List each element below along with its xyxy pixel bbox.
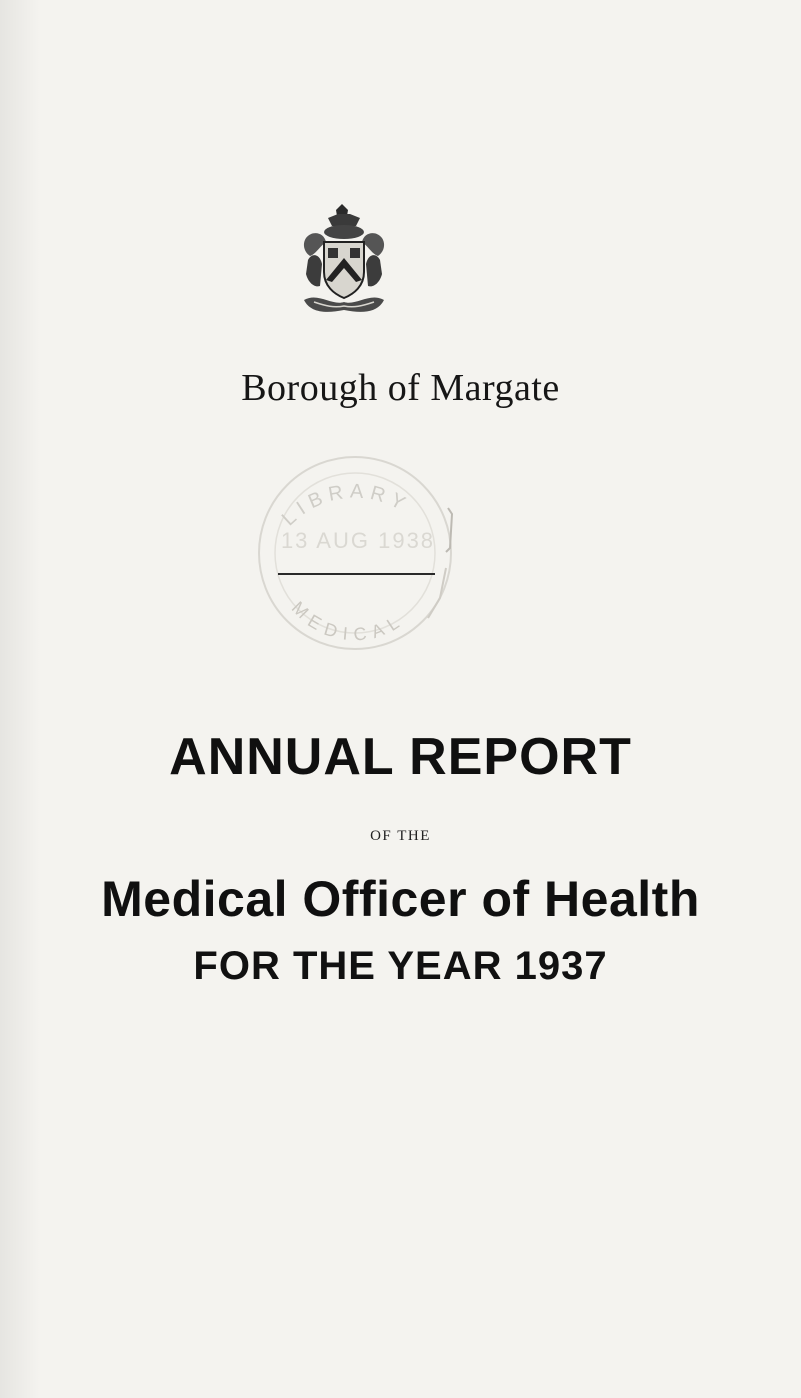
report-subject: Medical Officer of Health bbox=[101, 871, 700, 927]
coat-of-arms-icon bbox=[298, 202, 390, 320]
svg-text:LIBRARY bbox=[278, 480, 414, 530]
report-period: FOR THE YEAR 1937 bbox=[193, 944, 608, 988]
borough-title: Borough of Margate bbox=[241, 367, 560, 409]
library-stamp-icon bbox=[240, 448, 470, 658]
svg-text:MEDICAL bbox=[288, 598, 409, 645]
stamp-top-text: LIBRARY bbox=[277, 480, 414, 531]
report-connector: OF THE bbox=[370, 828, 431, 844]
page-edge-shading bbox=[0, 0, 40, 1398]
stamp-date: 13 AUG 1938 bbox=[280, 528, 436, 553]
report-heading: ANNUAL REPORT bbox=[169, 728, 632, 786]
stamp-bottom-text: MEDICAL bbox=[287, 597, 409, 645]
